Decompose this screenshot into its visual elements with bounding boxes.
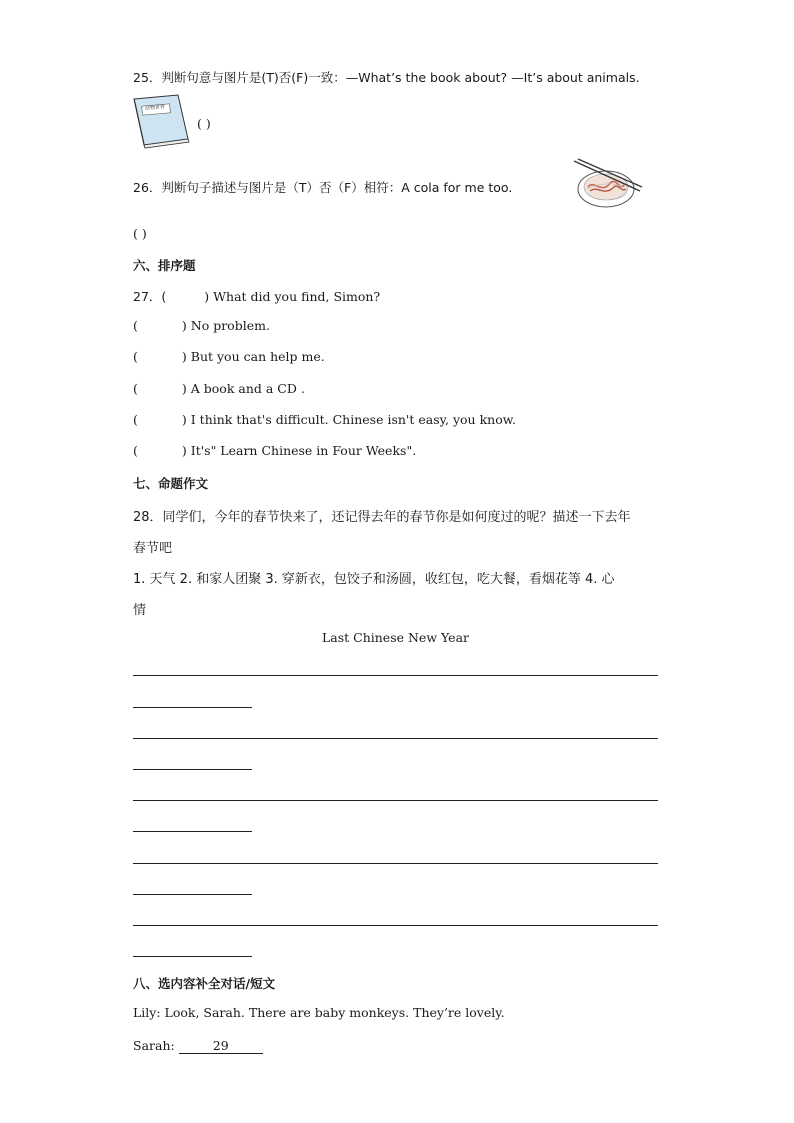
writing-line-short[interactable] (133, 956, 252, 957)
noodle-bowl-picture (572, 157, 644, 215)
question-25-text: 25．判断句意与图片是(T)否(F)一致：—What’s the book about? —It’s about animals. (133, 70, 640, 85)
answer-blank-29[interactable] (179, 1038, 263, 1054)
dialogue-line: No problem. (190, 318, 270, 333)
question-27-line-4: ( ) A book and a CD . (133, 381, 305, 396)
question-27-line-3: ( ) But you can help me. (133, 349, 325, 364)
writing-line[interactable] (133, 800, 658, 801)
writing-line-short[interactable] (133, 894, 252, 895)
section-8-title: 八、选内容补全对话/短文 (133, 976, 276, 991)
speaker-sarah: Sarah: (133, 1038, 175, 1053)
dialogue-line: But you can help me. (190, 349, 325, 364)
dialogue-line: A book and a CD . (190, 381, 305, 396)
question-27-line-1: 27．( ) What did you find, Simon? (133, 289, 381, 304)
dialogue-line: I think that's difficult. Chinese isn't easy, you know. (190, 412, 516, 427)
writing-line-short[interactable] (133, 707, 252, 708)
book-picture (130, 93, 192, 149)
blank-number: 29 (212, 1038, 229, 1053)
writing-line-short[interactable] (133, 769, 252, 770)
writing-line-short[interactable] (133, 831, 252, 832)
writing-line[interactable] (133, 863, 658, 864)
question-27-number: 27．( (133, 289, 167, 304)
writing-line[interactable] (133, 738, 658, 739)
section-7-title: 七、命题作文 (133, 476, 209, 491)
writing-line[interactable] (133, 675, 658, 676)
dialogue-lily: Lily: Look, Sarah. There are baby monkeys. They’re lovely. (133, 1005, 505, 1020)
dialogue-line: What did you find, Simon? (213, 289, 381, 304)
dialogue-line: It's" Learn Chinese in Four Weeks". (190, 443, 417, 458)
question-28-prompt-line-2: 春节吧 (133, 541, 173, 556)
section-6-title: 六、排序题 (133, 258, 196, 273)
question-27-line-2: ( ) No problem. (133, 318, 270, 333)
question-26-text: 26．判断句子描述与图片是（T）否（F）相符：A cola for me too. (133, 180, 513, 195)
question-27-line-6: ( ) It's" Learn Chinese in Four Weeks". (133, 443, 417, 458)
dialogue-sarah (133, 1038, 263, 1054)
question-28-hints-line-1: 1. 天气 2. 和家人团聚 3. 穿新衣，包饺子和汤圆，收红包，吃大餐，看烟花等 4. 心 (133, 572, 615, 587)
book-cover-title: 动物世界 (144, 104, 166, 112)
essay-title: Last Chinese New Year (321, 630, 469, 645)
writing-line[interactable] (133, 925, 658, 926)
answer-paren-25[interactable]: ( ) (197, 116, 211, 131)
answer-paren-26[interactable]: ( ) (133, 226, 147, 241)
question-28-prompt-line-1: 28．同学们，今年的春节快来了，还记得去年的春节你是如何度过的呢？描述一下去年 (133, 510, 631, 525)
question-28-hints-line-2: 情 (133, 603, 147, 618)
question-27-line-5: ( ) I think that's difficult. Chinese isn't easy, you know. (133, 412, 516, 427)
